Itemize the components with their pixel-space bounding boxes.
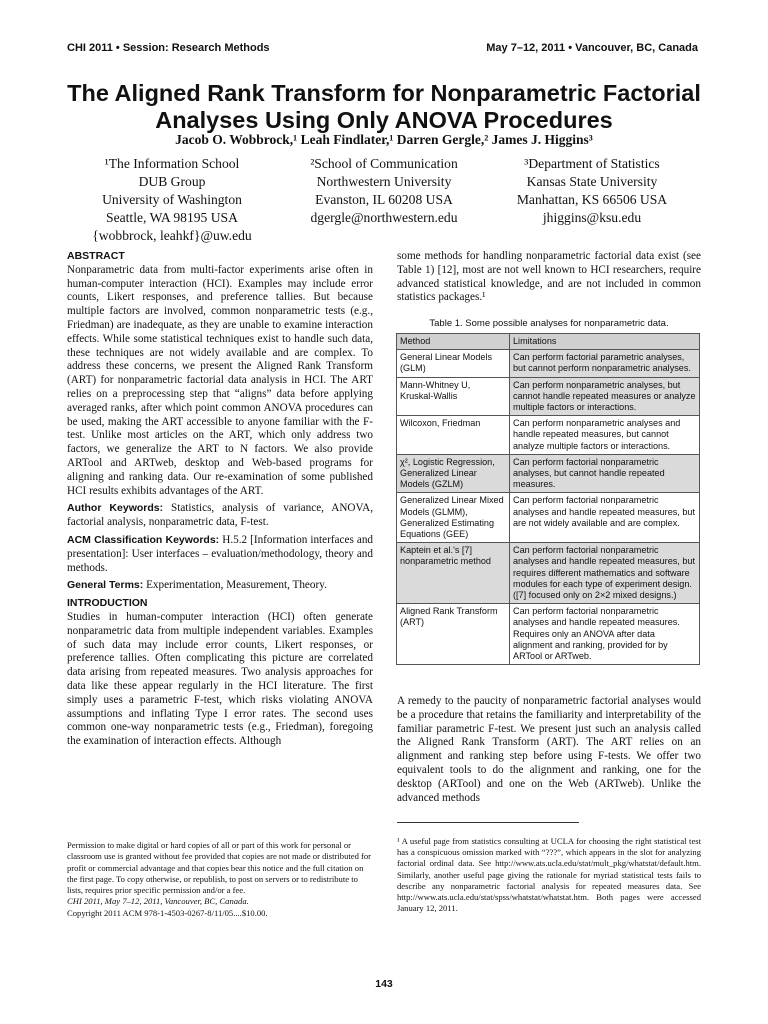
affiliation-1 bbox=[72, 155, 272, 245]
acm-keywords-label: ACM Classification Keywords: bbox=[67, 533, 220, 546]
table-row bbox=[397, 416, 700, 455]
table-row bbox=[397, 543, 700, 604]
table-cell-method: Wilcoxon, Friedman bbox=[397, 416, 510, 455]
affil-3-line: jhiggins@ksu.edu bbox=[542, 210, 642, 225]
affil-3-line: ³Department of Statistics bbox=[524, 156, 660, 171]
affil-1-line: University of Washington bbox=[102, 192, 242, 207]
table-cell-method: χ², Logistic Regression, Generalized Linear Models (GZLM) bbox=[397, 454, 510, 493]
paper-title bbox=[40, 80, 728, 134]
acm-keywords-text: H.5.2 [Information interfaces and presentation]: User interfaces – evaluation/methodology, theory and methods. bbox=[67, 533, 374, 574]
affiliation-3 bbox=[492, 155, 692, 227]
permission-notice bbox=[67, 840, 373, 919]
running-header-left: CHI 2011 • Session: Research Methods bbox=[67, 42, 270, 54]
author-keywords-label: Author Keywords: bbox=[67, 502, 164, 515]
right-intro-text: some methods for handling nonparametric factorial data exist (see Table 1) [12], most are not well known to HCI researchers, require advanced statistical knowledge, and are not included in common statistics packages.¹ bbox=[397, 250, 701, 304]
permission-text: Permission to make digital or hard copies of all or part of this work for personal or classroom use is granted without fee provided that copies are not made or distributed for profit or commercial advantage and that copies bear this notice and the full citation on the first page. To copy otherwise, or republish, to post on servers or to redistribute to lists, requires prior specific permission and/or a fee. bbox=[67, 840, 372, 896]
acm-keywords bbox=[67, 534, 373, 575]
table-row bbox=[397, 377, 700, 416]
footnote-rule bbox=[397, 822, 579, 823]
right-body-text: A remedy to the paucity of nonparametric factorial analyses would be a procedure that retains the familiarity and interpretability of the familiar parametric F-test. We present just such an analysis called the Aligned Rank Transform (ART). The ART relies on an alignment and ranking step before using F-tests. We offer two equivalent tools to do the alignment and ranking, one for the desktop (ARTool) and one on the Web (ARTweb). Unlike the advanced methods bbox=[397, 695, 701, 804]
abstract-heading: ABSTRACT bbox=[67, 250, 125, 262]
title-line-2: Analyses Using Only ANOVA Procedures bbox=[155, 107, 613, 133]
affil-3-line: Manhattan, KS 66506 USA bbox=[516, 192, 668, 207]
table-header-method: Method bbox=[397, 334, 510, 350]
table-cell-method: Kaptein et al.'s [7] nonparametric method bbox=[397, 543, 510, 604]
abstract-text: Nonparametric data from multi-factor experiments arise often in human-computer interaction (HCI). Examples may include error counts, Likert responses, and preference tallies. But because multiple factors are involved, common nonparametric tests (e.g., Friedman) are inadequate, as they are unable to examine interaction effects. While some statistical techniques exist to handle such data, these techniques are not widely available and are complex. To address these concerns, we present the Aligned Rank Transform (ART) for nonparametric factorial data analysis in HCI. The ART relies on a preprocessing step that “aligns” data before applying averaged ranks, after which point common ANOVA procedures can be used, making the ART accessible to anyone familiar with the F-test. Unlike most articles on the ART, which only address two factors, we generalize the ART to N factors. We also provide ARTool and ARTweb, desktop and Web-based programs for aligning and ranking data. Our re-examination of some published HCI results exhibits advantages of the ART. bbox=[67, 263, 373, 497]
introduction-text: Studies in human-computer interaction (HCI) often generate nonparametric data from multiple independent variables. Examples of such data may include error counts, Likert responses, or preference tallies. Often complicating this picture are correlated data arising from repeated measures. Two analysis approaches for data like these appear regularly in the HCI literature. The first simply uses a parametric F-test, which risks violating ANOVA assumptions and inflating Type I error rates. The second uses common one-way nonparametric tests (e.g., Friedman), foregoing the examination of interaction effects. Although bbox=[67, 610, 373, 748]
title-line-1: The Aligned Rank Transform for Nonparametric Factorial bbox=[67, 80, 701, 106]
table-cell-limitations: Can perform factorial nonparametric analyses and handle repeated measures, but are not widely available and are complex. bbox=[510, 493, 700, 543]
page-number: 143 bbox=[375, 978, 393, 990]
copyright-line: Copyright 2011 ACM 978-1-4503-0267-8/11/05....$10.00. bbox=[67, 907, 268, 918]
affil-2-line: dgergle@northwestern.edu bbox=[310, 210, 458, 225]
general-terms-text: Experimentation, Measurement, Theory. bbox=[146, 579, 327, 592]
table-cell-method: Aligned Rank Transform (ART) bbox=[397, 604, 510, 665]
table-cell-limitations: Can perform nonparametric analyses, but cannot handle repeated measures or analyze multiple factors or interactions. bbox=[510, 377, 700, 416]
affiliation-2 bbox=[284, 155, 484, 227]
analyses-table bbox=[396, 333, 700, 665]
general-terms bbox=[67, 579, 373, 593]
affil-2-line: Northwestern University bbox=[316, 174, 452, 189]
left-column bbox=[67, 250, 373, 753]
affil-2-line: Evanston, IL 60208 USA bbox=[315, 192, 453, 207]
author-keywords-text: Statistics, analysis of variance, ANOVA, factorial analysis, nonparametric data, F-test. bbox=[67, 502, 373, 529]
table-cell-method: General Linear Models (GLM) bbox=[397, 350, 510, 377]
table-cell-limitations: Can perform factorial nonparametric analyses, but cannot handle repeated measures. bbox=[510, 454, 700, 493]
table-row bbox=[397, 454, 700, 493]
table-header-limitations: Limitations bbox=[510, 334, 700, 350]
affil-3-line: Kansas State University bbox=[526, 174, 658, 189]
table-cell-limitations: Can perform factorial parametric analyses, but cannot perform nonparametric analyses. bbox=[510, 350, 700, 377]
affil-1-line: {wobbrock, leahkf}@uw.edu bbox=[92, 228, 252, 243]
table-row bbox=[397, 604, 700, 665]
table-cell-method: Mann-Whitney U, Kruskal-Wallis bbox=[397, 377, 510, 416]
affil-1-line: ¹The Information School bbox=[104, 156, 240, 171]
table-cell-limitations: Can perform factorial nonparametric analyses and handle repeated measures, but requires different mathematics and software modules for each type of experiment design. ([7] focused only on 2×2 mixed designs.) bbox=[510, 543, 700, 604]
author-list: Jacob O. Wobbrock,¹ Leah Findlater,¹ Darren Gergle,² James J. Higgins³ bbox=[175, 132, 593, 147]
affil-2-line: ²School of Communication bbox=[310, 156, 458, 171]
introduction-heading: INTRODUCTION bbox=[67, 597, 148, 610]
author-keywords bbox=[67, 502, 373, 530]
footnote-text: ¹ A useful page from statistics consulting at UCLA for choosing the right statistical test has a conspicuous omission marked with “???”, which appears in the slot for analyzing factorial ordinal data. See http://www.ats.ucla.edu/stat/mult_pkg/whatstat/default.htm. Similarly, another useful page giving the rationale for myriad statistical tests fails to describe any nonparametric factorial analysis for repeated measures data. See http://www.ats.ucla.edu/stat/spss/whatstat/whatstat.htm. Both pages were accessed January 12, 2011. bbox=[397, 836, 701, 914]
table-header-row bbox=[397, 334, 700, 350]
affil-1-line: Seattle, WA 98195 USA bbox=[106, 210, 238, 225]
table-row bbox=[397, 493, 700, 543]
general-terms-label: General Terms: bbox=[67, 579, 144, 592]
table-row bbox=[397, 350, 700, 377]
table-cell-method: Generalized Linear Mixed Models (GLMM), Generalized Estimating Equations (GEE) bbox=[397, 493, 510, 543]
table-cell-limitations: Can perform nonparametric analyses and handle repeated measures, but cannot analyze multiple factors or interactions. bbox=[510, 416, 700, 455]
table-cell-limitations: Can perform factorial nonparametric analyses and handle repeated measures. Requires only an ANOVA after data alignment and ranking, provided for by ARTool or ARTweb. bbox=[510, 604, 700, 665]
affil-1-line: DUB Group bbox=[138, 174, 206, 189]
running-header-right: May 7–12, 2011 • Vancouver, BC, Canada bbox=[486, 42, 698, 54]
conference-line: CHI 2011, May 7–12, 2011, Vancouver, BC, Canada. bbox=[67, 896, 249, 907]
table-caption: Table 1. Some possible analyses for nonparametric data. bbox=[429, 318, 669, 329]
